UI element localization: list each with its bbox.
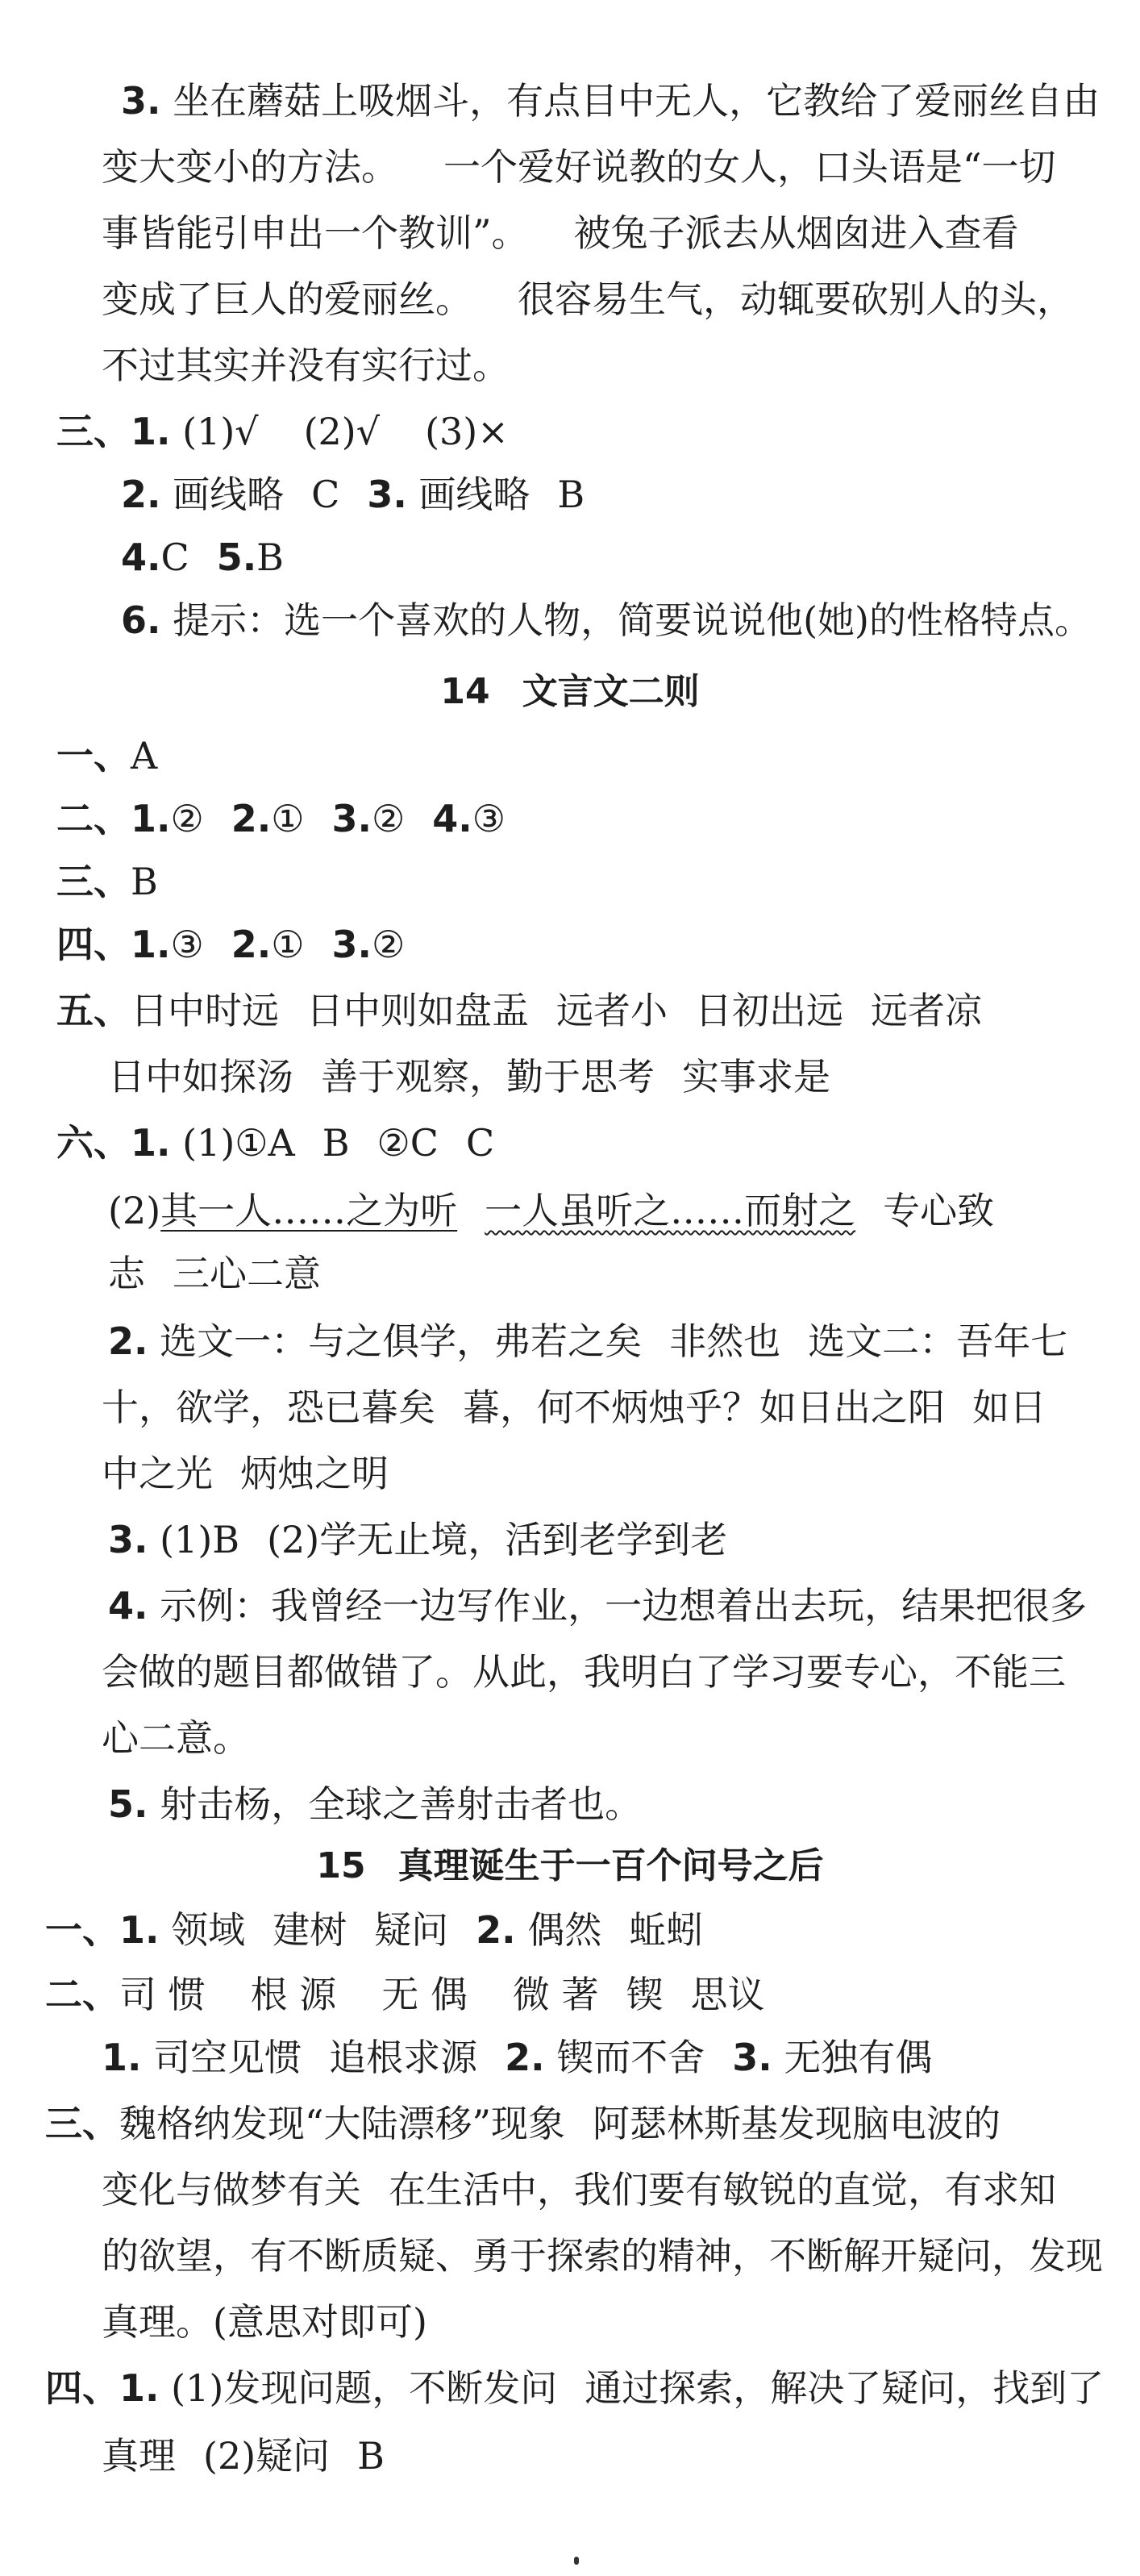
l14-p2: 二、1.② 2.① 3.② 4.③ [56,797,506,840]
s13-p3-q6: 6. 提示：选一个喜欢的人物，简要说说他(她)的性格特点。 [121,598,1092,642]
s13-p3-q4-q5: 4.C 5.B [121,536,284,579]
l15-p2-idioms: 1. 司空见惯 追根求源 2. 锲而不舍 3. 无独有偶 [102,2036,933,2079]
l14-p6-q4-line-1: 4. 示例：我曾经一边写作业，一边想着出去玩，结果把很多 [108,1584,1088,1628]
s13-q3-line-2: 变大变小的方法。 一个爱好说教的女人，口头语是“一切 [102,145,1056,189]
s13-p3-q1: 三、1. (1)√ (2)√ (3)× [56,410,509,453]
l14-p6-q3: 3. (1)B (2)学无止境，活到老学到老 [108,1518,728,1561]
l15-p3-line-2: 变化与做梦有关 在生活中，我们要有敏锐的直觉，有求知 [102,2168,1056,2211]
s13-q3-line-3: 事皆能引申出一个教训”。 被兔子派去从烟囱进入查看 [102,211,1019,255]
l15-p1: 一、1. 领域 建树 疑问 2. 偶然 蚯蚓 [45,1908,704,1952]
l15-p3-line-4: 真理。(意思对即可) [102,2300,427,2344]
l14-p3: 三、B [56,860,158,903]
l14-p6-q4-line-2: 会做的题目都做错了。从此，我明白了学习要专心，不能三 [102,1650,1066,1694]
wavy-underlined-phrase: 一人虽听之……而射之 [485,1189,856,1232]
l14-p6-q2-line-2: 十，欲学，恐已暮矣 暮，何不炳烛乎？如日出之阳 如日 [102,1386,1046,1429]
s13-q3-line-1: 3. 坐在蘑菇上吸烟斗，有点目中无人，它教给了爱丽丝自由 [121,79,1100,123]
l14-p6-q4-line-3: 心二意。 [102,1716,250,1760]
lesson-15-heading: 15 真理诞生于一百个问号之后 [316,1845,824,1886]
l15-p2-words: 二、司 惯 根 源 无 偶 微 著 锲 思议 [45,1973,765,2016]
l14-p1: 一、A [56,734,158,777]
s13-q3-line-5: 不过其实并没有实行过。 [102,344,510,387]
s13-p3-q2-q3: 2. 画线略 C 3. 画线略 B [121,473,585,516]
l14-p6-q2-line-1: 2. 选文一：与之俱学，弗若之矣 非然也 选文二：吾年七 [108,1319,1068,1363]
l14-p4: 四、1.③ 2.① 3.② [56,923,406,966]
l15-p3-line-3: 的欲望，有不断质疑、勇于探索的精神，不断解开疑问，发现 [102,2234,1103,2278]
l14-p6-q1-line-1: 六、1. (1)①A B ②C C [56,1121,495,1165]
s13-q3-line-4: 变成了巨人的爱丽丝。 很容易生气，动辄要砍别人的头， [102,277,1074,321]
lesson-14-heading: 14 文言文二则 [440,671,700,712]
l15-p4-line-2: 真理 (2)疑问 B [102,2434,385,2478]
l14-p6-q5: 5. 射击杨，全球之善射击者也。 [108,1782,643,1826]
l14-p6-q1-line-2: (2)其一人……之为听 一人虽听之……而射之 专心致 [108,1189,995,1232]
stray-mark [574,2557,579,2565]
l15-p3-line-1: 三、魏格纳发现“大陆漂移”现象 阿瑟林斯基发现脑电波的 [45,2102,1001,2145]
l14-p5-line-2: 日中如探汤 善于观察，勤于思考 实事求是 [108,1055,830,1098]
underlined-phrase: 其一人……之为听 [160,1189,458,1232]
l14-p5-line-1: 五、日中时远 日中则如盘盂 远者小 日初出远 远者凉 [56,989,982,1032]
l14-p6-q2-line-3: 中之光 炳烛之明 [102,1452,389,1495]
l14-p6-q1-line-3: 志 三心二意 [108,1252,321,1295]
l15-p4-line-1: 四、1. (1)发现问题，不断发问 通过探索，解决了疑问，找到了 [45,2366,1105,2410]
